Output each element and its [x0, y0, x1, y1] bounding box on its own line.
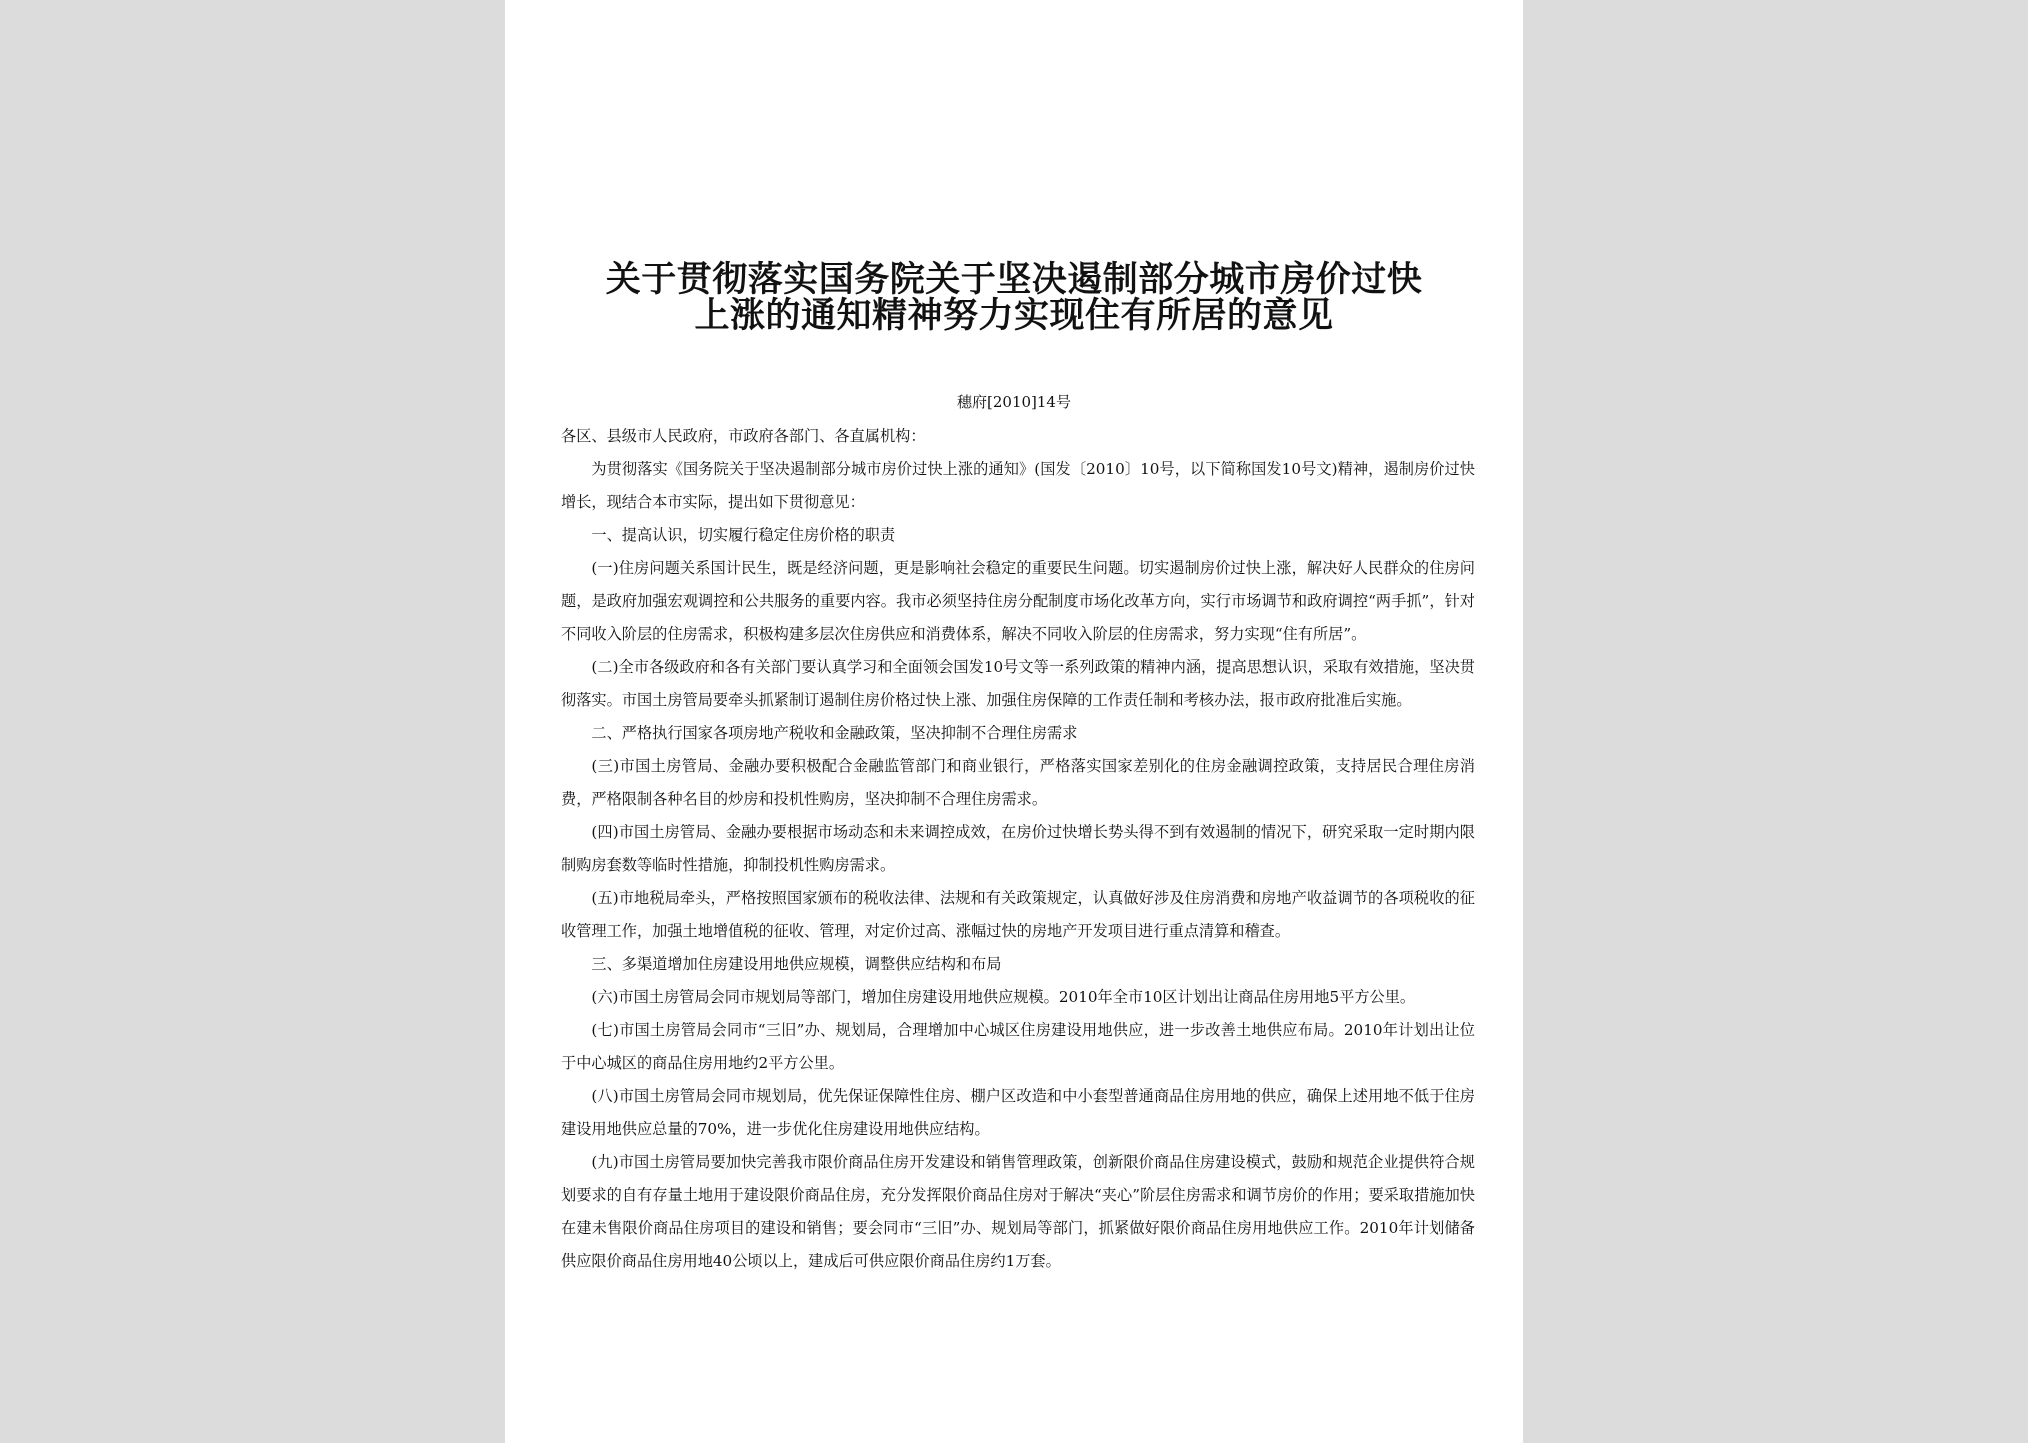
- title-line-1: 关于贯彻落实国务院关于坚决遏制部分城市房价过快: [605, 259, 1423, 300]
- paragraph-2: (二)全市各级政府和各有关部门要认真学习和全面领会国发10号文等一系列政策的精神内涵，提高思想认识，采取有效措施，坚决贯彻落实。市国土房管局要牵头抓紧制订遏制住房价格过快上涨、加强住房保障的工作责任制和考核办法，报市政府批准后实施。: [561, 658, 1475, 709]
- paragraph-5: (五)市地税局牵头，严格按照国家颁布的税收法律、法规和有关政策规定，认真做好涉及住房消费和房地产收益调节的各项税收的征收管理工作，加强土地增值税的征收、管理，对定价过高、涨幅过快的房地产开发项目进行重点清算和稽查。: [561, 889, 1475, 940]
- section-heading-2: 二、严格执行国家各项房地产税收和金融政策，坚决抑制不合理住房需求: [591, 724, 1078, 742]
- paragraph-8: (八)市国土房管局会同市规划局，优先保证保障性住房、棚户区改造和中小套型普通商品住房用地的供应，确保上述用地不低于住房建设用地供应总量的70%，进一步优化住房建设用地供应结构。: [561, 1087, 1475, 1138]
- title-line-2: 上涨的通知精神努力实现住有所居的意见: [694, 295, 1334, 336]
- paragraph-1: (一)住房问题关系国计民生，既是经济问题，更是影响社会稳定的重要民生问题。切实遏制房价过快上涨，解决好人民群众的住房问题，是政府加强宏观调控和公共服务的重要内容。我市必须坚持住房分配制度市场化改革方向，实行市场调节和政府调控“两手抓”，针对不同收入阶层的住房需求，积极构建多层次住房供应和消费体系，解决不同收入阶层的住房需求，努力实现“住有所居”。: [561, 559, 1475, 643]
- document-body: [561, 420, 1475, 1278]
- paragraph-7: (七)市国土房管局会同市“三旧”办、规划局，合理增加中心城区住房建设用地供应，进一步改善土地供应布局。2010年计划出让位于中心城区的商品住房用地约2平方公里。: [561, 1021, 1475, 1072]
- document-title: [545, 259, 1483, 336]
- paragraph-intro: 为贯彻落实《国务院关于坚决遏制部分城市房价过快上涨的通知》(国发〔2010〕10号，以下简称国发10号文)精神，遏制房价过快增长，现结合本市实际，提出如下贯彻意见：: [561, 460, 1475, 511]
- paragraph-6: (六)市国土房管局会同市规划局等部门，增加住房建设用地供应规模。2010年全市10区计划出让商品住房用地5平方公里。: [591, 988, 1416, 1006]
- section-heading-3: 三、多渠道增加住房建设用地供应规模，调整供应结构和布局: [591, 955, 1002, 973]
- document-page: [505, 0, 1523, 1443]
- section-heading-1: 一、提高认识，切实履行稳定住房价格的职责: [591, 526, 896, 544]
- paragraph-4: (四)市国土房管局、金融办要根据市场动态和未来调控成效，在房价过快增长势头得不到有效遏制的情况下，研究采取一定时期内限制购房套数等临时性措施，抑制投机性购房需求。: [561, 823, 1475, 874]
- salutation: 各区、县级市人民政府，市政府各部门、各直属机构：: [561, 427, 926, 445]
- paragraph-9: (九)市国土房管局要加快完善我市限价商品住房开发建设和销售管理政策，创新限价商品住房建设模式，鼓励和规范企业提供符合规划要求的自有存量土地用于建设限价商品住房，充分发挥限价商品住房对于解决“夹心”阶层住房需求和调节房价的作用；要采取措施加快在建未售限价商品住房项目的建设和销售；要会同市“三旧”办、规划局等部门，抓紧做好限价商品住房用地供应工作。2010年计划储备供应限价商品住房用地40公顷以上，建成后可供应限价商品住房约1万套。: [561, 1153, 1475, 1270]
- paragraph-3: (三)市国土房管局、金融办要积极配合金融监管部门和商业银行，严格落实国家差别化的住房金融调控政策，支持居民合理住房消费，严格限制各种名目的炒房和投机性购房，坚决抑制不合理住房需求。: [561, 757, 1475, 808]
- document-number: 穗府[2010]14号: [957, 393, 1071, 411]
